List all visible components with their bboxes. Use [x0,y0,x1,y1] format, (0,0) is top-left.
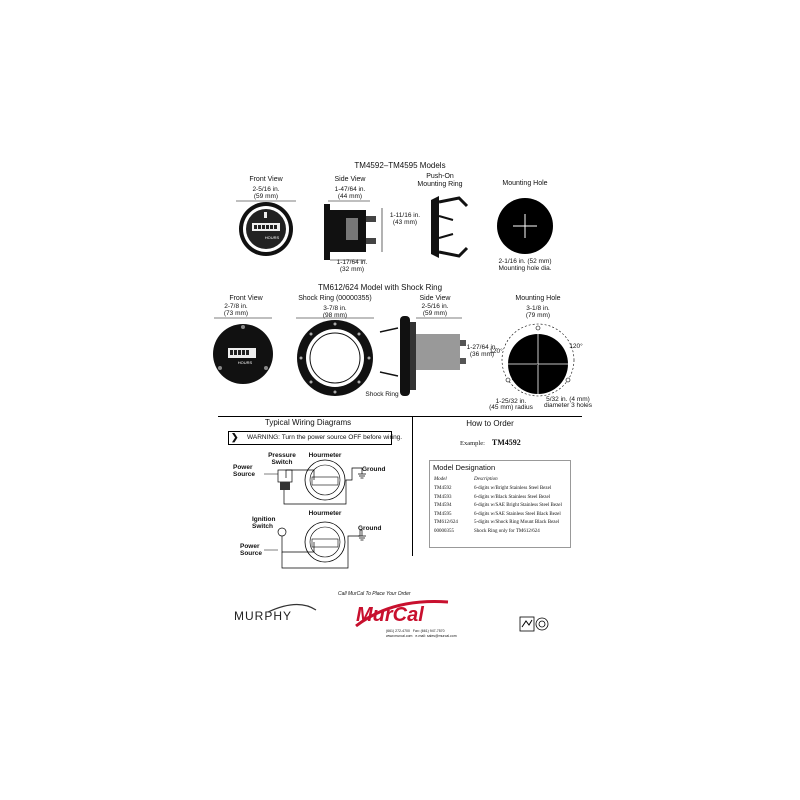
order-example [460,432,521,450]
power-source-label-2: Source [233,471,256,478]
desc-row: 6-digits w/Bright Stainless Steel Bezel [474,486,552,491]
model-row: TM4595 [434,511,452,517]
angle-right: 120° [569,343,583,350]
example-label: Example: [460,440,485,447]
pressure-switch-label-2: Switch [271,459,293,466]
desc-row: 6-digits w/SAE Stainless Steel Black Bezel [474,511,561,517]
side-dim-top: 1-47/64 in. [334,186,366,193]
side-dim-bottom-mm: (32 mm) [339,266,365,273]
front-view-2-label: Front View [229,295,263,302]
radius-dim-mm: (45 mm) radius [489,404,533,411]
mounting-hole-drawing [495,196,555,256]
ignition-switch-label-2: Switch [252,523,273,530]
murcal-contact-1: (661) 272-4700 Fax: (661) 947-7570 [386,629,445,633]
side2-dim-right: 1-27/64 in. [466,344,498,351]
holes-dim: 5/32 in. (4 mm) [546,396,590,403]
warning-text-line [247,434,402,441]
ignition-switch-label: Ignition [252,516,276,523]
warning-message: Turn the power source OFF before wiring. [281,434,403,441]
murphy-swoosh-icon [268,600,318,614]
hole-dim: 2-1/16 in. (52 mm) [498,258,552,265]
angle-left: 120° [489,348,503,355]
ground-label: Ground [362,466,386,473]
hole-dim-desc: Mounting hole dia. [498,265,552,272]
section1-title: TM4592–TM4595 Models [354,161,446,170]
horizontal-divider [218,416,582,417]
front2-gauge-text: HOURS [237,360,253,365]
col-desc-header: Description [474,477,498,482]
radius-dim: 1-25/32 in. [495,398,527,405]
desc-row: 5-digits w/Shock Ring Mount Black Bezel [474,520,560,526]
section2-title: TM612/624 Model with Shock Ring [317,283,443,292]
murcal-logo: MurCal [356,604,424,626]
side2-dim-right-mm: (36 mm) [469,351,495,358]
model-row: TM4594 [434,503,452,509]
vertical-divider [412,416,413,556]
desc-row: Shock Ring only for TM612/624 [474,528,540,534]
power-source-label: Power [233,464,253,471]
col-model-header: Model [434,477,447,482]
wiring-diagram-1 [228,450,408,512]
front-dim-mm: (59 mm) [253,193,279,200]
shock-ring-drawing [292,316,378,396]
warning-label: WARNING: [247,434,280,441]
certification-logos-icon [520,617,550,631]
hole2-dim-top: 3-1/8 in. [526,305,550,312]
murphy-logo: MURPHY [234,609,293,623]
ring-label-1: Push-On [426,173,454,180]
warning-icon: ❯ [231,432,239,442]
hourmeter-2-label: Hourmeter [308,510,342,517]
power-source-2-label-2: Source [240,550,263,557]
murcal-contact-2: www.murcal.com e-mail: sales@murcal.com [386,634,457,638]
holes-dim-desc: diameter 3 holes [543,402,593,409]
model-row: TM612/624 [434,520,458,526]
side-view-label: Side View [334,176,366,183]
warning-box [228,431,403,445]
ring-label-2: Mounting Ring [417,181,463,188]
front2-dim-mm: (73 mm) [223,310,249,317]
side-dim-bottom: 1-17/64 in. [336,259,368,266]
front-view-drawing [230,198,302,258]
push-on-ring-drawing [425,192,475,264]
shock-dim: 3-7/8 in. [323,305,347,312]
shock-dim-mm: (98 mm) [322,312,348,319]
side-dim-top-mm: (44 mm) [337,193,363,200]
designation-title: Model Designation [433,463,496,472]
shock-ring-label: Shock Ring (00000355) [298,295,372,302]
example-value: TM4592 [491,438,521,447]
desc-list [474,485,562,537]
order-title: How to Order [466,419,514,428]
side-view-drawing [320,198,390,268]
model-row: TM4592 [434,486,452,491]
front-view-2-drawing [210,316,276,386]
model-designation-box [429,460,571,548]
call-text: Call MurCal To Place Your Order [338,591,411,597]
hole2-dim-top-mm: (79 mm) [525,312,551,319]
front-dim: 2-5/16 in. [252,186,280,193]
mounting-hole-2-label: Mounting Hole [515,295,561,302]
model-row: TM4593 [434,494,452,500]
front-view-label: Front View [249,176,283,183]
side-view-2-drawing [380,316,470,402]
side-dim-right-mm: (43 mm) [392,219,418,226]
power-source-2-label: Power [240,543,260,550]
side-dim-right: 1-11/16 in. [389,212,421,219]
ground-2-label: Ground [358,525,382,532]
mounting-hole-2-drawing [500,322,580,398]
model-list [434,485,458,537]
pressure-switch-label: Pressure [268,452,296,459]
front-gauge-text: HOURS [264,235,280,240]
hourmeter-label: Hourmeter [308,452,342,459]
wiring-title: Typical Wiring Diagrams [264,418,352,427]
side2-dim-top: 2-5/16 in. [421,303,449,310]
shock-ring-callout: Shock Ring [365,391,399,398]
desc-row: 6-digits w/Black Stainless Steel Bezel [474,494,551,500]
model-row: 00000355 [434,528,454,534]
side-view-2-label: Side View [419,295,451,302]
front2-dim: 2-7/8 in. [224,303,248,310]
side2-dim-top-mm: (59 mm) [422,310,448,317]
desc-row: 6-digits w/SAE Bright Stainless Steel Bezel [474,503,562,509]
mounting-hole-label: Mounting Hole [502,180,548,187]
